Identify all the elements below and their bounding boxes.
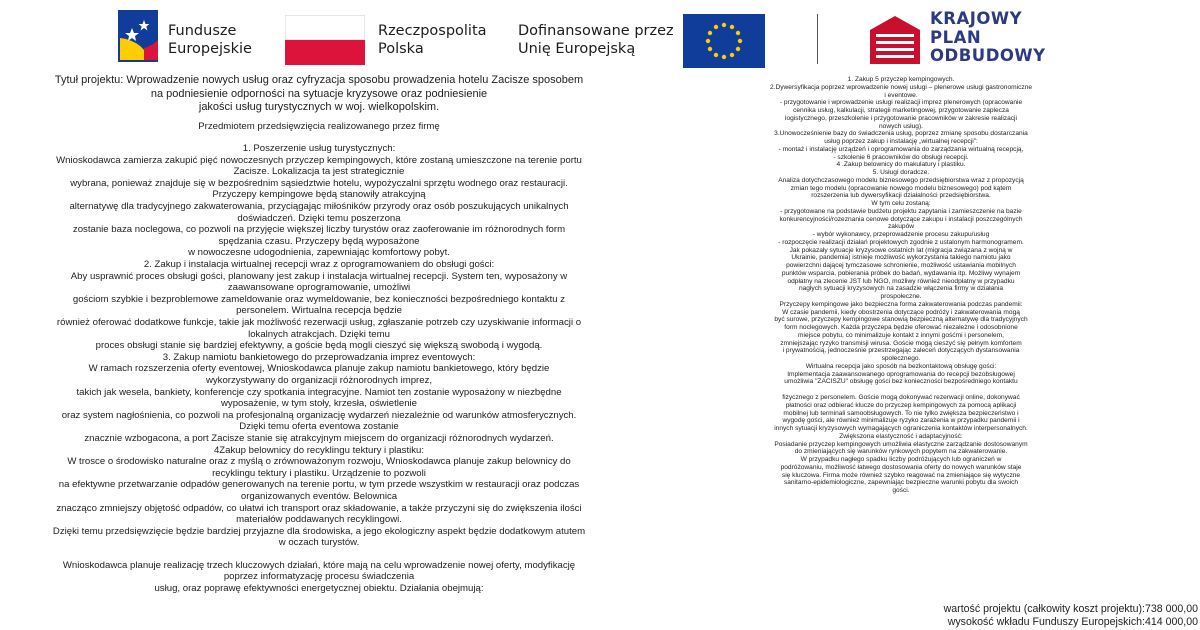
right-line: punktów wsparcia, pobierania próbek do badań, wydawania itp. Możliwy wynajem <box>781 269 1021 277</box>
kpo-line3: ODBUDOWY <box>930 46 1046 65</box>
right-line: być surowe, przyczepy kempingowe stanowią bezpieczną alternatywę dla tradycyjnych <box>774 316 1028 324</box>
project-outro <box>18 560 620 595</box>
dofinansowane-text <box>518 22 674 58</box>
polish-flag-icon <box>285 15 365 65</box>
right-line: cennika usług, kalkulacji, strategii marketingowej, przygotowanie zaplecza <box>793 107 1009 114</box>
right-line: prospołeczne. <box>880 293 922 300</box>
body-line: Dzięki temu oferta eventowa zostanie <box>239 421 399 433</box>
right-line: Posiadanie przyczep kempingowych umożliwia elastyczne zarządzanie dostosowanym <box>774 440 1028 448</box>
project-description-left <box>18 74 620 595</box>
body-line: znacząco zmniejszy objętość odpadów, co ułatwi ich transport oraz składowanie, a także przyczyni się do zwiększenia ilości <box>56 502 582 514</box>
right-line: usług poprzez zakup i instalację „wirtualnej recepcji”: <box>824 138 978 145</box>
right-line: 2.Dywersyfikacja poprzez wprowadzenie nowej usługi – plenerowe usługi gastronomiczne <box>769 83 1033 91</box>
body-line: Dzięki temu przedsięwzięcie będzie bardziej przyjazne dla środowiska, a jego ekologiczny aspekt będzie dodatkowym atutem <box>52 525 586 537</box>
body-line: recyklingu tektury i plastiku. Urządzenie to pozwoli <box>212 467 426 479</box>
right-line: nagłych sytuacji kryzysowych na zasadzie włączenia firmy w działania <box>798 285 1004 293</box>
body-line: oraz system nagłośnienia, co pozwoli na profesjonalną organizację wydarzeń niezależnie od warunków atmosferycznych. <box>61 409 577 421</box>
right-line: Przyczepy kempingowe jako bezpieczna forma zakwaterowania podczas pandemii: <box>779 300 1023 308</box>
body-line: takich jak wesela, bankiety, konferencje czy spotkania integracyjne. Namiot ten zostanie wyposażony w niezbędne <box>76 386 562 398</box>
fe-line2: Europejskie <box>168 41 252 57</box>
right-line: Wirtualna recepcja jako sposób na bezkontaktową obsługę gości: <box>805 362 997 370</box>
right-line: umożliwia "ZACISZU" obsługę gości bez konieczności bezpośredniego kontaktu <box>784 378 1018 386</box>
right-line: 1. Zakup 5 przyczep kempingowych. <box>847 76 955 83</box>
right-line: fizycznego z personelem. Goście mogą dokonywać rezerwacji online, dokonywać <box>782 394 1020 401</box>
right-line: Ukrainie, pandemia) istnieje możliwość wykorzystania takiego namiotu jako <box>791 254 1011 262</box>
body-line: materiałów poddawanych recyklingowi. <box>236 514 402 526</box>
right-block-a <box>727 76 1075 386</box>
body-line: na efektywne przetwarzanie odpadów generowanych na terenie portu, w tym przede wszystkim w restauracji oraz podczas <box>58 479 580 491</box>
body-line: alternatywę dla tradycyjnego zakwaterowania, przyciągając miłośników przyrody oraz osób poszukujących unikalnych <box>69 201 569 213</box>
body-line: 1. Poszerzenie usług turystycznych: <box>242 143 396 155</box>
project-description-right <box>727 76 1075 495</box>
body-line: gościom szybkie i bezproblemowe zameldowanie oraz wymeldowanie, bez konieczności bezpośredniego kontaktu z <box>72 293 566 305</box>
right-line: do zmieniających się warunków rynkowych popytem na zakwaterowanie. <box>794 448 1008 456</box>
right-line: Jak pokazały sytuacje kryzysowe ostatnich lat (migracja związana z wojną w <box>789 246 1013 254</box>
body-line: Zacisze. Lokalizacja ta jest strategicznie <box>233 166 405 178</box>
logo-bar <box>0 0 1200 72</box>
title-line: Tytuł projektu: Wprowadzenie nowych usług oraz cyfryzacja sposobu prowadzenia hotelu Zacisze sposobem <box>54 74 584 86</box>
right-line: rozszerzenia lub dywersyfikacji działalności przedsiębiorstwa. <box>811 192 991 200</box>
right-line: - przygotowane na podstawie budżetu projektu zapytania i zamieszczenie na bazie <box>780 207 1022 215</box>
project-body <box>18 143 620 549</box>
body-line: doświadczeń. Dzięki temu poszerzona <box>237 212 401 224</box>
project-costs <box>944 603 1198 629</box>
right-line: Analiza dotychczasowego modelu biznesowego przedsiębiorstwa wraz z propozycją <box>778 176 1024 184</box>
body-line: wyposażenie, w tym stoły, krzesła, oświetlenie <box>220 398 418 410</box>
right-line: zmian tego modelu (opracowanie nowego modelu biznesowego) pod kątem <box>790 184 1012 192</box>
body-line: 3. Zakup namiotu bankietowego do przeprowadzania imprez eventowych: <box>162 351 476 363</box>
right-line: W tym celu zostaną: <box>871 200 931 207</box>
body-line: personelem. Wirtualna recepcja będzie <box>236 305 402 317</box>
title-line: jakości usług turystycznych w woj. wielkopolskim. <box>198 101 440 113</box>
body-line: w nowoczesne udogodnienia, zapewniając komfortowy pobyt. <box>188 247 450 259</box>
right-line: miejsce pobytu, co minimalizuje kontakt z innymi gośćmi i personelem, <box>798 331 1004 339</box>
right-line: W czasie pandemii, kiedy obostrzenia dotyczące podróży i zakwaterowania mogą <box>782 308 1020 316</box>
logo-divider <box>817 14 818 64</box>
right-line: odpłatny na zlecenie JST lub NGO, możliwy również nieodpłatny w przypadku <box>787 277 1015 285</box>
right-line: form noclegowych. Każda przyczepa będzie oferować niezależne i odosobnione <box>784 324 1018 331</box>
kpo-text <box>930 10 1046 66</box>
right-block-b <box>727 394 1075 495</box>
right-line: - wybór wykonawcy, przeprowadzenie procesu zakupu/usług <box>812 231 990 238</box>
eu-line2: Unię Europejską <box>518 41 636 57</box>
body-line: Przyczepy kempingowe będą stanowiły atrakcyjną <box>212 189 426 201</box>
eu-line1: Dofinansowane przez <box>518 23 674 39</box>
eu-flag-icon <box>683 14 765 68</box>
outro-line: poprzez informatyzację procesu świadczenia <box>223 571 415 583</box>
rzeczpospolita-polska-text <box>378 22 487 58</box>
right-line: W przypadku nagłego spadku liczby podróżujących lub ograniczeń w <box>800 456 1002 463</box>
body-line: lokalnych atrakcjach. Dzięki temu <box>248 328 390 340</box>
right-line: - przygotowanie i wprowadzenie usługi realizacji imprez plenerowych (opracowanie <box>779 99 1023 107</box>
body-line: organizowanych eventów. Belownica <box>240 490 398 502</box>
kpo-logo-icon <box>870 16 920 64</box>
rp-line1: Rzeczpospolita <box>378 23 487 39</box>
right-line: zakupów <box>887 223 915 231</box>
body-line: zaawansowane oprogramowanie, umożliwi <box>227 282 411 294</box>
right-line: i eventowe. <box>884 91 918 99</box>
right-line: logistycznego, przeszkolenie i przygotowanie pracowników w zakresie realizacji <box>785 114 1017 122</box>
body-line: zostanie baza noclegowa, co pozwoli na przyjęcie większej liczby turystów oraz zaoferowanie im różnorodnych form <box>72 224 566 236</box>
outro-line: usług, oraz poprawę efektywności energetycznej obiektu. Działania obejmują: <box>154 583 484 595</box>
kpo-line1: KRAJOWY <box>930 9 1023 28</box>
right-line: wygodę gości, ale również minimalizuje ryzyko zarażenia w przypadku pandemii i <box>782 417 1020 425</box>
right-line: - montaż i instalację urządzeń i oprogramowania do zarządzania wirtualną recepcją, <box>778 145 1024 153</box>
body-line: w oczach turystów. <box>278 537 360 549</box>
body-line: Wnioskodawca zamierza zakupić pięć nowoczesnych przyczep kempingowych, które zostaną umieszczone na terenie portu <box>56 154 582 166</box>
right-line: gości. <box>892 487 910 494</box>
fundusze-europejskie-logo <box>118 10 158 62</box>
kpo-line2: PLAN <box>930 27 982 47</box>
right-line: - rozpoczęcie realizacji działań projektowych zgodnie z ustalonym harmonogramem. <box>778 238 1024 246</box>
title-line: na podniesienie odporności na sytuacje kryzysowe oraz podniesienie <box>150 87 488 100</box>
right-line: Zwiększona elastyczność i adaptacyjność: <box>839 432 963 440</box>
total-cost: wartość projektu (całkowity koszt projektu):738 000,00 <box>943 603 1198 615</box>
body-line: wykorzystywany do organizacji różnorodnych imprez, <box>205 374 433 386</box>
fundusze-europejskie-text <box>168 22 252 58</box>
right-line: i prywatnością, jednocześnie przestrzegając zaleceń dotyczących dystansowania <box>782 347 1020 355</box>
right-line: nowych usług). <box>879 122 923 130</box>
outro-line: Wnioskodawca planuje realizację trzech kluczowych działań, które mają na celu wprowadzenie nowej oferty, modyfikację <box>62 559 576 571</box>
body-line: wybrana, ponieważ znajduje się w bezpośrednim sąsiedztwie hotelu, wypożyczalni sprzętu wodnego oraz restauracji. <box>70 177 568 189</box>
right-line: Implementacja zaawansowanego oprogramowania do recepcji bezobsługowej <box>787 370 1015 378</box>
body-line: 4Zakup belownicy do recyklingu tektury i plastiku: <box>213 444 425 456</box>
project-title <box>18 74 620 115</box>
right-line: mobilnej lub terminali samoobsługowych. To nie tylko zwiększa bezpieczeństwo i <box>783 409 1019 417</box>
right-line: innych sytuacji kryzysowych wymagających ograniczenia kontaktów interpersonalnych. <box>774 425 1028 432</box>
eu-contribution: wysokość wkładu Funduszy Europejskich:414 000,00 <box>947 615 1198 628</box>
body-line: również oferować dodatkowe funkcje, takie jak możliwość rezerwacji usług, zgłaszanie potrzeb czy uzyskiwanie informacji o <box>56 317 582 328</box>
body-line: W trosce o środowisko naturalne oraz z myślą o zrównoważonym rozwoju, Wnioskodawca planuje zakup belownicy do <box>67 456 571 468</box>
right-line: sanitarno-epidemiologiczne, zapewniając bezpieczne warunki pobytu dla swoich <box>783 479 1019 487</box>
right-line: 3.Unowocześnienie bazy do świadczenia usług, poprzez zmianę sposobu dostarczania <box>774 130 1028 138</box>
body-line: znacznie wzbogacona, a port Zacisze stanie się atrakcyjnym miejscem do organizacji różnorodnych wydarzeń. <box>84 432 554 444</box>
right-line: konkurencyjności/rozeznania cenowe dotyczące zakupu i instalacji poszczególnych <box>779 215 1023 223</box>
right-line: się kluczowa. Firma może również szybko reagować na zmieniające się wytyczne <box>781 471 1021 479</box>
body-line: 2. Zakup i instalacja wirtualnej recepcji wraz z oprogramowaniem do obsługi gości: <box>143 259 495 271</box>
right-line: podróżowaniu, możliwość łatwego dostosowania oferty do nowych warunków staje <box>780 463 1022 471</box>
fe-line1: Fundusze <box>168 23 237 39</box>
right-line: - szkolenie 6 pracowników do obsługi recepcji. <box>833 153 969 161</box>
right-line: płatności oraz odbierać klucze do przyczep kempingowych za pomocą aplikacji <box>785 401 1017 409</box>
right-line: społecznego. <box>881 355 921 362</box>
right-line: powierzchni dającej tymczasowe schronienie, możliwość ustawiania mobilnych <box>786 262 1016 269</box>
body-line: proces obsługi stanie się bardziej efektywny, a goście będą mogli cieszyć się większą swobodą i wygodą. <box>95 340 543 352</box>
right-line: zmniejszając ryzyko transmisji wirusa. Goście mogą cieszyć się pełnym komfortem <box>780 339 1022 347</box>
body-line: spędzania czasu. Przyczepy będą wyposażone <box>218 235 420 247</box>
body-line: W ramach rozszerzenia oferty eventowej, Wnioskodawca planuje zakup namiotu bankietowego, który będzie <box>88 363 550 375</box>
body-line: Aby usprawnić proces obsługi gości, planowany jest zakup i instalacja wirtualnej recepcji. System ten, wyposażony w <box>70 270 568 282</box>
rp-line2: Polska <box>378 41 424 57</box>
right-line: 4 .Zakup belownicy do makulatury i plastiku. <box>836 161 966 169</box>
intro-line: Przedmiotem przedsięwzięcia realizowanego przez firmę <box>198 120 440 132</box>
right-line: 5. Usługi doradcze. <box>872 169 930 176</box>
